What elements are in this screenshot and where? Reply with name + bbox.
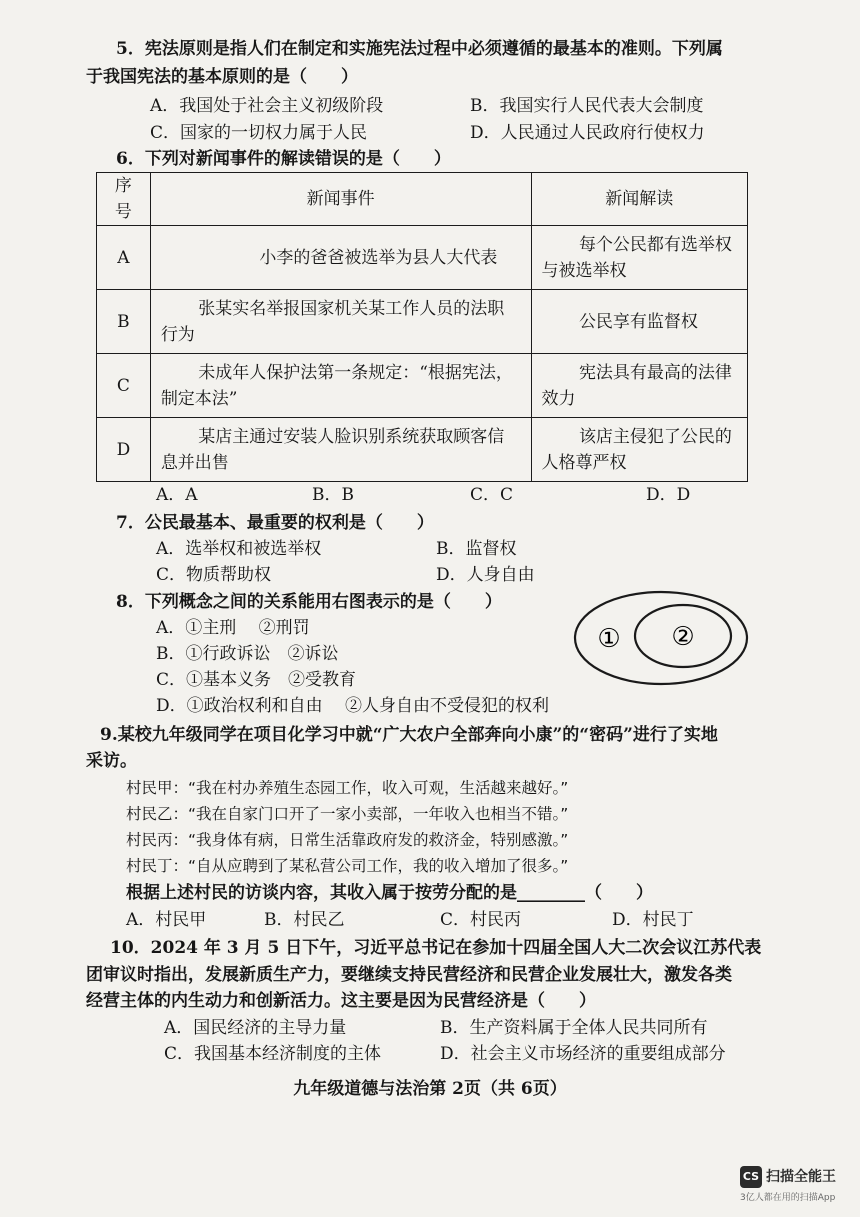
q7-option-d: D．人身自由 bbox=[436, 565, 535, 585]
scanner-logo-icon: CS bbox=[740, 1166, 762, 1188]
q9-quote-yi: 村民乙：“我在自家门口开了一家小卖部，一年收入也相当不错。” bbox=[126, 805, 569, 823]
row-explain: 该店主侵犯了公民的人格尊严权 bbox=[531, 418, 747, 482]
q10-stem-line1: 10．2024 年 3 月 5 日下午，习近平总书记在参加十四届全国人大二次会议江苏代表 bbox=[110, 938, 762, 958]
q6-option-c: C．C bbox=[470, 485, 514, 505]
row-event: 未成年人保护法第一条规定：“根据宪法，制定本法” bbox=[150, 354, 531, 418]
table-row bbox=[97, 418, 748, 482]
news-table bbox=[96, 172, 748, 482]
table-row bbox=[97, 226, 748, 290]
q10-stem-line3: 经营主体的内生动力和创新活力。这主要是因为民营经济是（ ） bbox=[86, 991, 596, 1011]
header-no: 序号 bbox=[97, 173, 151, 226]
q9-stem-line1: 9.某校九年级同学在项目化学习中就“广大农户全部奔向小康”的“密码”进行了实地 bbox=[100, 725, 718, 745]
concept-relation-diagram bbox=[573, 590, 749, 686]
scanner-app-name: 扫描全能王 bbox=[766, 1169, 836, 1185]
q9-stem-line2: 采访。 bbox=[86, 751, 137, 771]
scanner-tagline: 3亿人都在用的扫描App bbox=[740, 1193, 836, 1203]
header-explain: 新闻解读 bbox=[531, 173, 747, 226]
q9-quote-jia: 村民甲：“我在村办养殖生态园工作，收入可观，生活越来越好。” bbox=[126, 779, 569, 797]
q8-option-b: B．①行政诉讼 ②诉讼 bbox=[156, 644, 339, 664]
q8-option-d: D．①政治权利和自由 ②人身自由不受侵犯的权利 bbox=[156, 696, 550, 716]
q9-option-c: C．村民丙 bbox=[440, 910, 522, 930]
table-row bbox=[97, 354, 748, 418]
inner-label: ② bbox=[671, 622, 695, 652]
row-explain: 公民享有监督权 bbox=[531, 290, 747, 354]
page-footer: 九年级道德与法治第 2页（共 6页） bbox=[293, 1079, 567, 1099]
row-no: B bbox=[97, 290, 151, 354]
q6-option-d: D．D bbox=[646, 485, 691, 505]
row-no: A bbox=[97, 226, 151, 290]
q9-quote-ding: 村民丁：“自从应聘到了某私营公司工作，我的收入增加了很多。” bbox=[126, 857, 569, 875]
row-no: D bbox=[97, 418, 151, 482]
q10-stem-line2: 团审议时指出，发展新质生产力，要继续支持民营经济和民营企业发展壮大，激发各类 bbox=[86, 965, 732, 985]
q9-option-d: D．村民丁 bbox=[612, 910, 694, 930]
q8-option-c: C．①基本义务 ②受教育 bbox=[156, 670, 357, 690]
q6-option-b: B．B bbox=[312, 485, 354, 505]
table-row bbox=[97, 290, 748, 354]
q9-option-b: B．村民乙 bbox=[264, 910, 345, 930]
q7-option-a: A．选举权和被选举权 bbox=[156, 539, 322, 559]
q5-option-d: D．人民通过人民政府行使权力 bbox=[470, 123, 705, 143]
q7-stem: 7．公民最基本、最重要的权利是（ ） bbox=[116, 513, 434, 533]
q5-stem-line2: 于我国宪法的基本原则的是（ ） bbox=[86, 67, 358, 87]
row-explain: 宪法具有最高的法律效力 bbox=[531, 354, 747, 418]
q6-option-a: A．A bbox=[156, 485, 198, 505]
row-event: 张某实名举报国家机关某工作人员的法职行为 bbox=[150, 290, 531, 354]
q9-option-a: A．村民甲 bbox=[126, 910, 207, 930]
q5-option-c: C．国家的一切权力属于人民 bbox=[150, 123, 368, 143]
q5-option-a: A．我国处于社会主义初级阶段 bbox=[150, 96, 384, 116]
row-no: C bbox=[97, 354, 151, 418]
table-header-row bbox=[97, 173, 748, 226]
q10-option-b: B．生产资料属于全体人民共同所有 bbox=[440, 1018, 708, 1038]
scanner-watermark bbox=[740, 1166, 852, 1206]
q7-option-b: B．监督权 bbox=[436, 539, 517, 559]
row-event: 某店主通过安装人脸识别系统获取顾客信息并出售 bbox=[150, 418, 531, 482]
q9-ask: 根据上述村民的访谈内容，其收入属于按劳分配的是________（ ） bbox=[126, 883, 653, 903]
header-event: 新闻事件 bbox=[150, 173, 531, 226]
q10-option-d: D．社会主义市场经济的重要组成部分 bbox=[440, 1044, 726, 1064]
q5-option-b: B．我国实行人民代表大会制度 bbox=[470, 96, 704, 116]
q8-option-a: A．①主刑 ②刑罚 bbox=[156, 618, 310, 638]
q8-stem: 8．下列概念之间的关系能用右图表示的是（ ） bbox=[116, 592, 502, 612]
outer-label: ① bbox=[597, 624, 621, 654]
q5-stem-line1: 5．宪法原则是指人们在制定和实施宪法过程中必须遵循的最基本的准则。下列属 bbox=[116, 39, 723, 59]
q10-option-c: C．我国基本经济制度的主体 bbox=[164, 1044, 382, 1064]
row-event: 小李的爸爸被选举为县人大代表 bbox=[150, 226, 531, 290]
q7-option-c: C．物质帮助权 bbox=[156, 565, 272, 585]
q9-quote-bing: 村民丙：“我身体有病，日常生活靠政府发的救济金，特别感激。” bbox=[126, 831, 569, 849]
row-explain: 每个公民都有选举权与被选举权 bbox=[531, 226, 747, 290]
q6-stem: 6．下列对新闻事件的解读错误的是（ ） bbox=[116, 149, 451, 169]
q10-option-a: A．国民经济的主导力量 bbox=[164, 1018, 347, 1038]
